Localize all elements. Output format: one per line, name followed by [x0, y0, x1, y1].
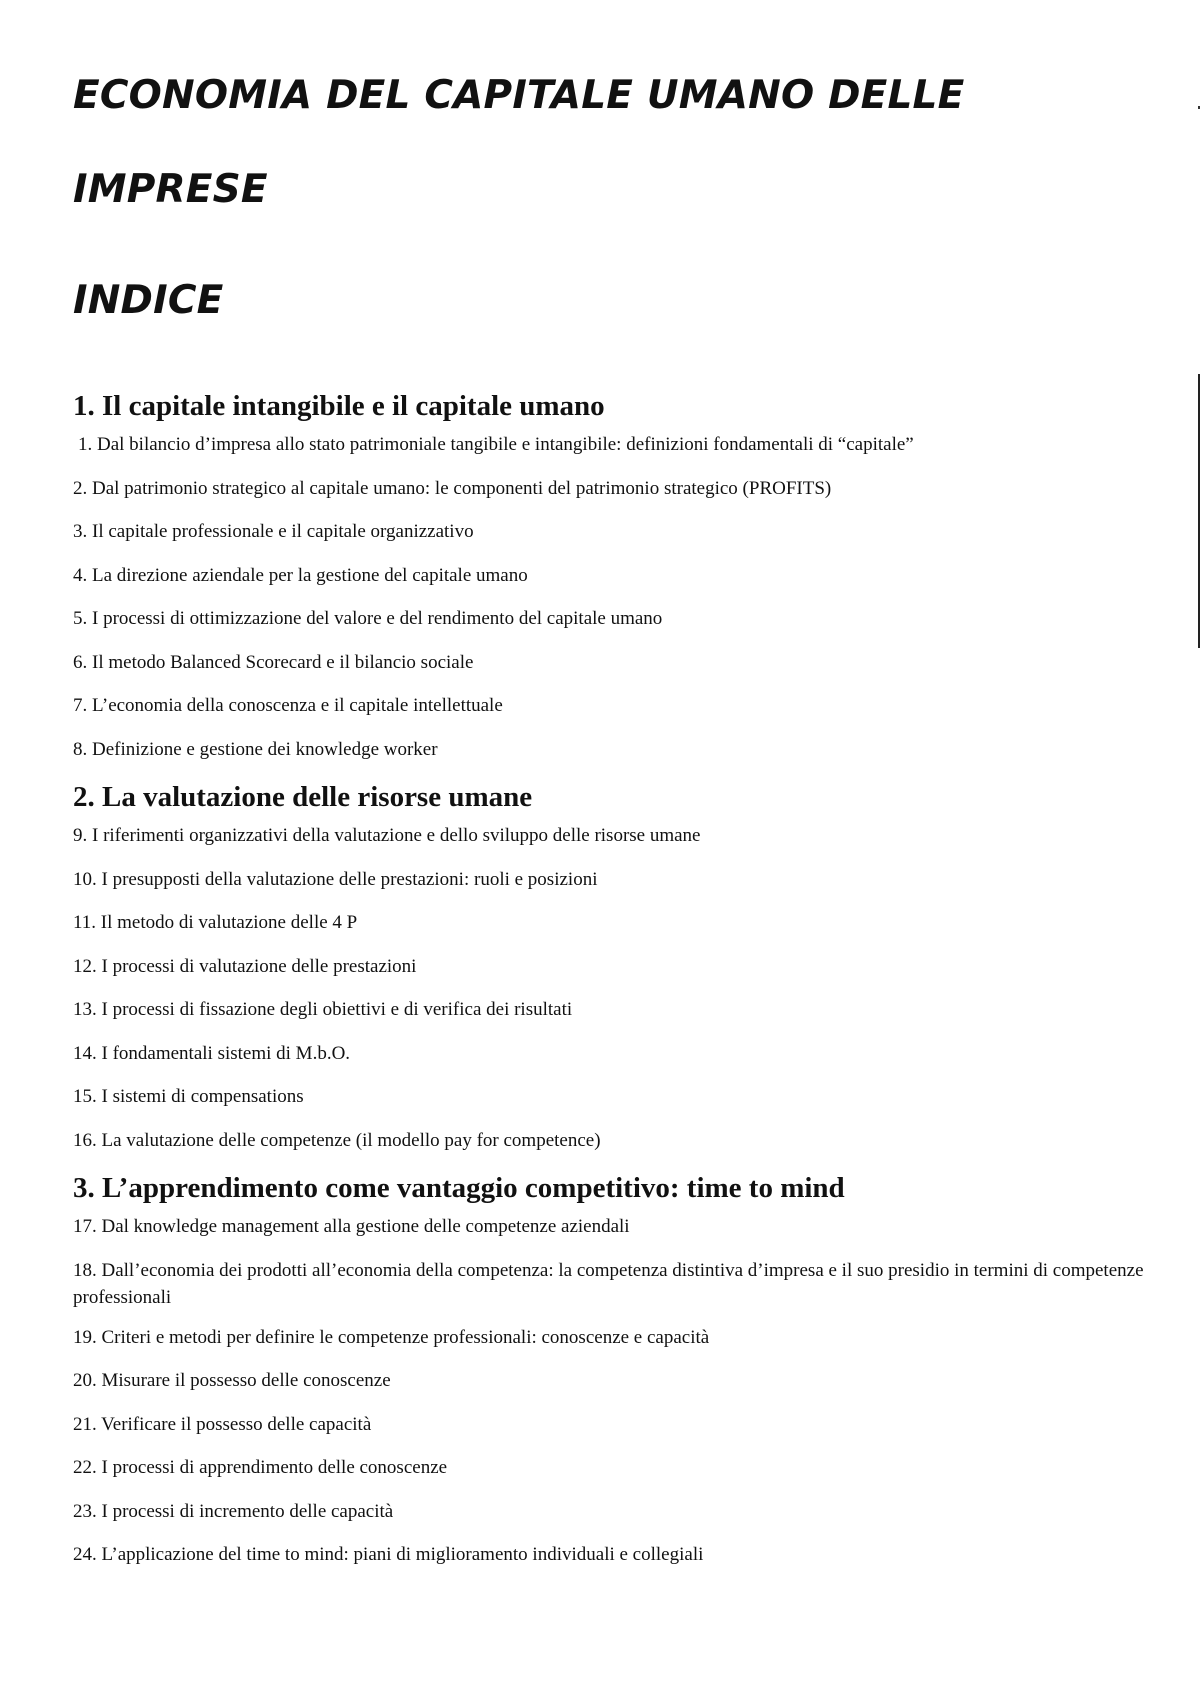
toc-item-12: 12. I processi di valutazione delle prestazioni	[73, 955, 417, 977]
toc-item-2: 2. Dal patrimonio strategico al capitale umano: le componenti del patrimonio strategico (PROFITS)	[73, 477, 832, 499]
toc-item-23: 23. I processi di incremento delle capacità	[73, 1500, 394, 1522]
section-heading-2: 2. La valutazione delle risorse umane	[73, 781, 533, 813]
toc-item-15: 15. I sistemi di compensations	[73, 1086, 304, 1107]
document-title-line-2: IMPRESE	[73, 167, 268, 212]
toc-item-10: 10. I presupposti della valutazione delle prestazioni: ruoli e posizioni	[73, 868, 598, 890]
toc-item-6: 6. Il metodo Balanced Scorecard e il bilancio sociale	[73, 651, 474, 673]
toc-item-4: 4. La direzione aziendale per la gestione del capitale umano	[73, 564, 528, 586]
toc-item-17: 17. Dal knowledge management alla gestione delle competenze aziendali	[73, 1216, 630, 1237]
toc-item-19: 19. Criteri e metodi per definire le competenze professionali: conoscenze e capacità	[73, 1326, 710, 1348]
index-heading: INDICE	[73, 278, 224, 323]
toc-item-8: 8. Definizione e gestione dei knowledge worker	[73, 738, 438, 760]
toc-item-14: 14. I fondamentali sistemi di M.b.O.	[73, 1042, 351, 1064]
toc-item-22: 22. I processi di apprendimento delle conoscenze	[73, 1457, 448, 1478]
toc-item-11: 11. Il metodo di valutazione delle 4 P	[73, 912, 358, 933]
toc-item-18: 18. Dall’economia dei prodotti all’economia della competenza: la competenza distintiva d’impresa e il suo presidio in termini di competenze professionali	[73, 1259, 1144, 1308]
toc-item-21: 21. Verificare il possesso delle capacità	[73, 1413, 372, 1435]
toc-item-1: 1. Dal bilancio d’impresa allo stato patrimoniale tangibile e intangibile: definizioni fondamentali di “capitale”	[78, 434, 914, 455]
toc-item-20: 20. Misurare il possesso delle conoscenze	[73, 1370, 391, 1391]
section-heading-3: 3. L’apprendimento come vantaggio competitivo: time to mind	[73, 1172, 845, 1204]
toc-item-3: 3. Il capitale professionale e il capitale organizzativo	[73, 521, 474, 542]
section-heading-1: 1. Il capitale intangibile e il capitale umano	[73, 390, 605, 422]
toc-item-24: 24. L’applicazione del time to mind: piani di miglioramento individuali e collegiali	[73, 1544, 704, 1565]
toc-item-7: 7. L’economia della conoscenza e il capitale intellettuale	[73, 695, 503, 716]
toc-item-16: 16. La valutazione delle competenze (il modello pay for competence)	[73, 1129, 601, 1151]
table-of-contents	[73, 388, 1153, 1585]
toc-item-13: 13. I processi di fissazione degli obiettivi e di verifica dei risultati	[73, 999, 573, 1020]
document-title-line-1: ECONOMIA DEL CAPITALE UMANO DELLE	[73, 73, 965, 118]
toc-item-5: 5. I processi di ottimizzazione del valore e del rendimento del capitale umano	[73, 608, 663, 629]
toc-item-9: 9. I riferimenti organizzativi della valutazione e dello sviluppo delle risorse umane	[73, 825, 701, 846]
